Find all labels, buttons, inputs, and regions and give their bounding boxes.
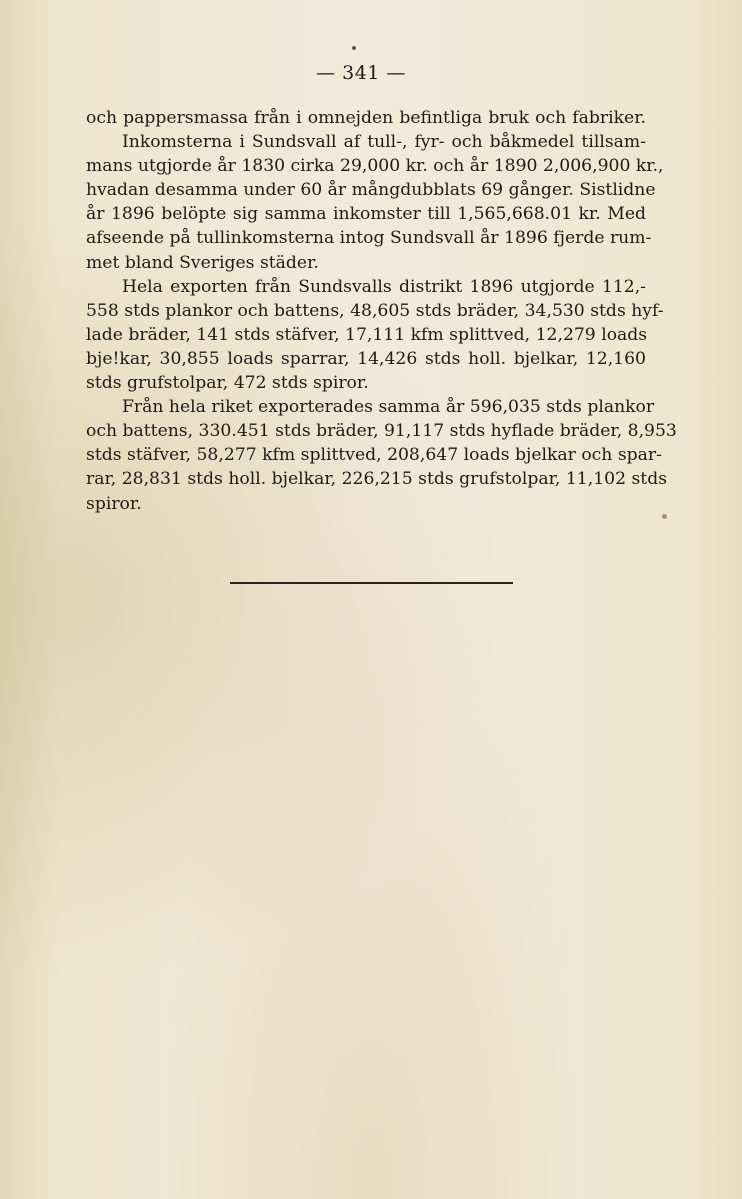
text-line: met bland Sveriges städer. [86,252,319,273]
text-line: bje!kar, 30,855 loads sparrar, 14,426 stds holl. bjelkar, 12,160 [86,348,646,369]
text-line: stds stäfver, 58,277 kfm splittved, 208,647 loads bjelkar och spar- [86,445,662,466]
text-line: hvadan desamma under 60 år mångdubblats 69 gånger. Sistlidne [86,180,656,201]
end-rule [230,582,513,584]
ink-speck [662,514,667,519]
text-line: Från hela riket exporterades samma år 596,035 stds plankor [122,397,655,418]
ink-speck [352,46,356,50]
text-line: mans utgjorde år 1830 cirka 29,000 kr. och år 1890 2,006,900 kr., [86,156,664,177]
text-line: spiror. [86,493,142,514]
text-line: stds grufstolpar, 472 stds spiror. [86,373,369,394]
text-line: 558 stds plankor och battens, 48,605 stds bräder, 34,530 stds hyf- [86,300,664,321]
text-line: år 1896 belöpte sig samma inkomster till 1,565,668.01 kr. Med [86,204,646,225]
text-line: och battens, 330.451 stds bräder, 91,117 stds hyflade bräder, 8,953 [86,421,677,442]
page-number: — 341 — [316,62,406,84]
text-line: afseende på tullinkomsterna intog Sundsvall år 1896 fjerde rum- [86,228,652,249]
text-line: lade bräder, 141 stds stäfver, 17,111 kfm splittved, 12,279 loads [86,324,648,345]
text-line: rar, 28,831 stds holl. bjelkar, 226,215 stds grufstolpar, 11,102 stds [86,469,668,490]
text-line: Hela exporten från Sundsvalls distrikt 1896 utgjorde 112,- [122,276,646,297]
body-text [86,106,677,516]
text-line: och pappersmassa från i omnejden befintliga bruk och fabriker. [86,108,646,128]
text-line: Inkomsterna i Sundsvall af tull-, fyr- och båkmedel tillsam- [122,132,646,153]
